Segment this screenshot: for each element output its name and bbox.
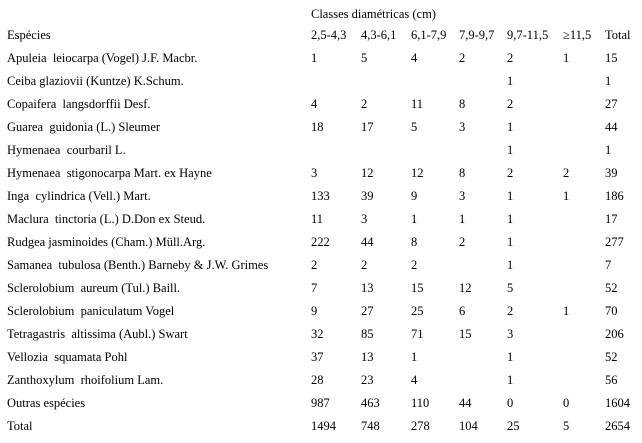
count-cell: 1 bbox=[507, 373, 514, 387]
count-cell: 9 bbox=[411, 189, 418, 203]
group-header: Classes diamétricas (cm) bbox=[311, 7, 436, 21]
column-header: 2,5-4,3 bbox=[311, 28, 347, 42]
count-cell: 1 bbox=[507, 258, 514, 272]
count-cell: 15 bbox=[605, 51, 618, 65]
species-name: Hymenaea courbaril L. bbox=[7, 143, 126, 157]
count-cell: 1 bbox=[507, 212, 514, 226]
count-cell: 17 bbox=[605, 212, 618, 226]
count-cell: 39 bbox=[605, 166, 618, 180]
species-name: Tetragastris altissima (Aubl.) Swart bbox=[7, 327, 188, 341]
species-name: Apuleia leiocarpa (Vogel) J.F. Macbr. bbox=[7, 51, 198, 65]
table-row bbox=[0, 392, 642, 415]
count-cell: 52 bbox=[605, 350, 618, 364]
count-cell: 32 bbox=[311, 327, 324, 341]
species-name: Total bbox=[7, 419, 33, 433]
table-row bbox=[0, 93, 642, 116]
count-cell: 70 bbox=[605, 304, 618, 318]
count-cell: 44 bbox=[361, 235, 374, 249]
table-row bbox=[0, 185, 642, 208]
count-cell: 2 bbox=[507, 304, 514, 318]
count-cell: 5 bbox=[361, 51, 368, 65]
count-cell: 748 bbox=[361, 419, 380, 433]
count-cell: 2 bbox=[459, 235, 466, 249]
table-row bbox=[0, 323, 642, 346]
count-cell: 133 bbox=[311, 189, 330, 203]
species-name: Copaifera langsdorffii Desf. bbox=[7, 97, 151, 111]
count-cell: 9 bbox=[311, 304, 318, 318]
count-cell: 2 bbox=[507, 51, 514, 65]
count-cell: 71 bbox=[411, 327, 424, 341]
count-cell: 2 bbox=[563, 166, 570, 180]
count-cell: 278 bbox=[411, 419, 430, 433]
count-cell: 4 bbox=[411, 51, 418, 65]
count-cell: 56 bbox=[605, 373, 618, 387]
count-cell: 12 bbox=[411, 166, 424, 180]
count-cell: 277 bbox=[605, 235, 624, 249]
count-cell: 222 bbox=[311, 235, 330, 249]
count-cell: 2 bbox=[311, 258, 318, 272]
column-header: Total bbox=[605, 28, 631, 42]
column-header: 9,7-11,5 bbox=[507, 28, 549, 42]
count-cell: 186 bbox=[605, 189, 624, 203]
count-cell: 1 bbox=[507, 189, 514, 203]
count-cell: 23 bbox=[361, 373, 374, 387]
count-cell: 27 bbox=[605, 97, 618, 111]
species-name: Sclerolobium paniculatum Vogel bbox=[7, 304, 175, 318]
column-header: ≥11,5 bbox=[563, 28, 592, 42]
count-cell: 463 bbox=[361, 396, 380, 410]
species-name: Samanea tubulosa (Benth.) Barneby & J.W. Grimes bbox=[7, 258, 269, 272]
count-cell: 28 bbox=[311, 373, 324, 387]
count-cell: 2 bbox=[361, 97, 368, 111]
table-row bbox=[0, 116, 642, 139]
count-cell: 3 bbox=[459, 189, 466, 203]
count-cell: 27 bbox=[361, 304, 374, 318]
count-cell: 1 bbox=[605, 74, 612, 88]
count-cell: 2 bbox=[459, 51, 466, 65]
table-row bbox=[0, 162, 642, 185]
count-cell: 1 bbox=[507, 350, 514, 364]
table-row bbox=[0, 208, 642, 231]
count-cell: 6 bbox=[459, 304, 466, 318]
count-cell: 12 bbox=[459, 281, 472, 295]
column-header: 4,3-6,1 bbox=[361, 28, 397, 42]
table-row bbox=[0, 300, 642, 323]
count-cell: 0 bbox=[563, 396, 570, 410]
count-cell: 8 bbox=[459, 166, 466, 180]
count-cell: 5 bbox=[507, 281, 514, 295]
species-name: Maclura tinctoria (L.) D.Don ex Steud. bbox=[7, 212, 206, 226]
count-cell: 1 bbox=[563, 304, 570, 318]
total-row bbox=[0, 415, 642, 438]
count-cell: 1 bbox=[459, 212, 466, 226]
table-row bbox=[0, 346, 642, 369]
count-cell: 13 bbox=[361, 350, 374, 364]
header-row bbox=[0, 24, 642, 47]
count-cell: 52 bbox=[605, 281, 618, 295]
count-cell: 3 bbox=[311, 166, 318, 180]
count-cell: 85 bbox=[361, 327, 374, 341]
count-cell: 5 bbox=[563, 419, 570, 433]
count-cell: 1 bbox=[507, 120, 514, 134]
table-row bbox=[0, 139, 642, 162]
species-name: Sclerolobium aureum (Tul.) Baill. bbox=[7, 281, 181, 295]
species-name: Ceiba glaziovii (Kuntze) K.Schum. bbox=[7, 74, 184, 88]
count-cell: 7 bbox=[311, 281, 318, 295]
count-cell: 25 bbox=[411, 304, 424, 318]
count-cell: 44 bbox=[605, 120, 618, 134]
count-cell: 12 bbox=[361, 166, 374, 180]
count-cell: 8 bbox=[459, 97, 466, 111]
count-cell: 987 bbox=[311, 396, 330, 410]
count-cell: 2 bbox=[361, 258, 368, 272]
species-name: Guarea guidonia (L.) Sleumer bbox=[7, 120, 161, 134]
count-cell: 104 bbox=[459, 419, 478, 433]
count-cell: 1 bbox=[563, 189, 570, 203]
count-cell: 5 bbox=[411, 120, 418, 134]
table-row bbox=[0, 277, 642, 300]
table-row bbox=[0, 47, 642, 70]
count-cell: 2 bbox=[507, 97, 514, 111]
table-row bbox=[0, 369, 642, 392]
count-cell: 1 bbox=[311, 51, 318, 65]
count-cell: 206 bbox=[605, 327, 624, 341]
count-cell: 44 bbox=[459, 396, 472, 410]
count-cell: 4 bbox=[411, 373, 418, 387]
species-name: Inga cylindrica (Vell.) Mart. bbox=[7, 189, 151, 203]
species-name: Zanthoxylum rhoifolium Lam. bbox=[7, 373, 164, 387]
count-cell: 2654 bbox=[605, 419, 630, 433]
column-header: 7,9-9,7 bbox=[459, 28, 495, 42]
column-header: 6,1-7,9 bbox=[411, 28, 447, 42]
count-cell: 1 bbox=[507, 74, 514, 88]
count-cell: 1 bbox=[411, 212, 418, 226]
count-cell: 1494 bbox=[311, 419, 336, 433]
count-cell: 2 bbox=[507, 166, 514, 180]
count-cell: 15 bbox=[411, 281, 424, 295]
count-cell: 37 bbox=[311, 350, 324, 364]
count-cell: 13 bbox=[361, 281, 374, 295]
count-cell: 1604 bbox=[605, 396, 630, 410]
species-name: Vellozia squamata Pohl bbox=[7, 350, 128, 364]
table-row bbox=[0, 70, 642, 93]
count-cell: 1 bbox=[605, 143, 612, 157]
table-row bbox=[0, 231, 642, 254]
count-cell: 1 bbox=[411, 350, 418, 364]
count-cell: 11 bbox=[411, 97, 424, 111]
count-cell: 15 bbox=[459, 327, 472, 341]
species-name: Outras espécies bbox=[7, 396, 86, 410]
count-cell: 3 bbox=[361, 212, 368, 226]
count-cell: 3 bbox=[459, 120, 466, 134]
count-cell: 7 bbox=[605, 258, 612, 272]
count-cell: 110 bbox=[411, 396, 430, 410]
count-cell: 1 bbox=[563, 51, 570, 65]
table-row bbox=[0, 254, 642, 277]
count-cell: 18 bbox=[311, 120, 324, 134]
count-cell: 3 bbox=[507, 327, 514, 341]
count-cell: 1 bbox=[507, 143, 514, 157]
count-cell: 1 bbox=[507, 235, 514, 249]
species-name: Rudgea jasminoides (Cham.) Müll.Arg. bbox=[7, 235, 206, 249]
species-column-header: Espécies bbox=[7, 28, 51, 42]
count-cell: 8 bbox=[411, 235, 418, 249]
count-cell: 39 bbox=[361, 189, 374, 203]
count-cell: 17 bbox=[361, 120, 374, 134]
species-name: Hymenaea stigonocarpa Mart. ex Hayne bbox=[7, 166, 212, 180]
count-cell: 0 bbox=[507, 396, 514, 410]
count-cell: 2 bbox=[411, 258, 418, 272]
count-cell: 25 bbox=[507, 419, 520, 433]
count-cell: 11 bbox=[311, 212, 324, 226]
count-cell: 4 bbox=[311, 97, 318, 111]
